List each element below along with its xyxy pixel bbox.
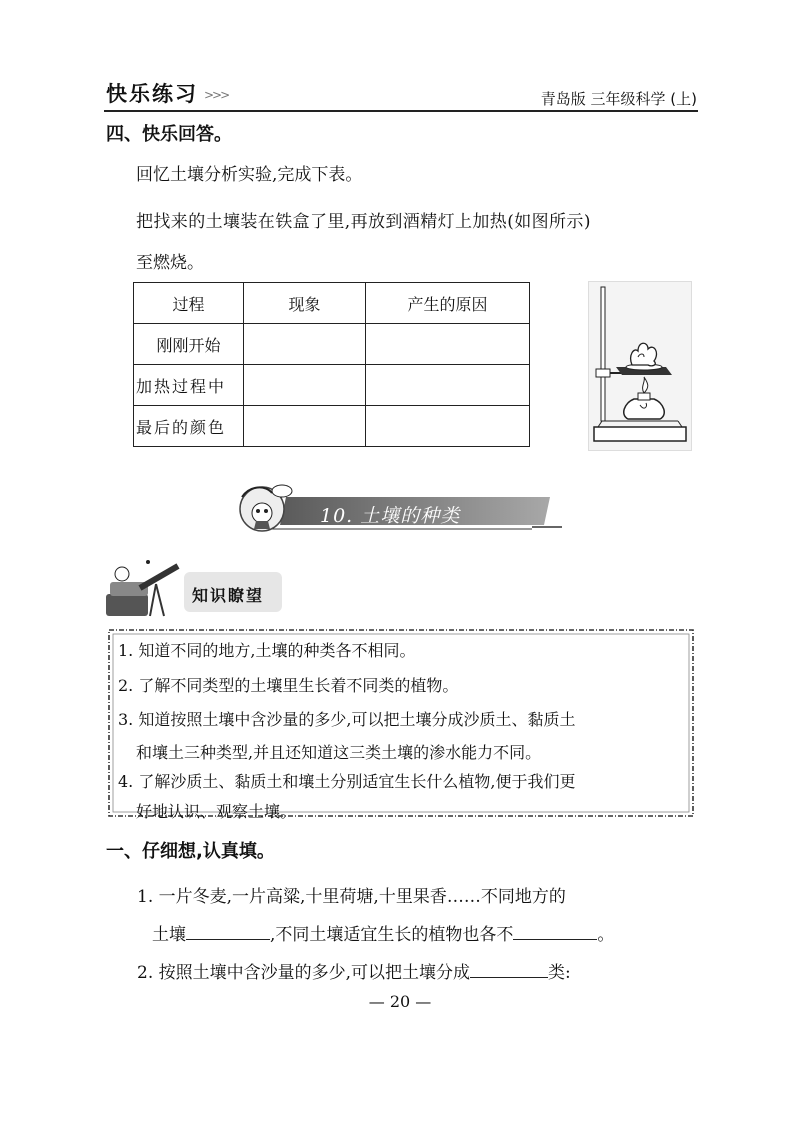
section1-heading: 一、仔细想,认真填。 (106, 841, 275, 862)
table-cell-answer[interactable] (244, 324, 366, 365)
table-header-cell: 产生的原因 (366, 283, 530, 324)
question-1-line2 (152, 920, 614, 945)
alcohol-lamp-illustration (588, 281, 692, 451)
question-1-text: ,不同土壤适宜生长的植物也各不 (270, 925, 514, 945)
page-number: — 20 — (368, 992, 432, 1011)
table-row (134, 324, 530, 365)
table-row (134, 365, 530, 406)
answer-blank[interactable] (470, 960, 548, 978)
question-1-line1: 1. 一片冬麦,一片高粱,十里荷塘,十里果香……不同地方的 (137, 887, 566, 907)
section4-instruction-line1: 把找来的土壤装在铁盒了里,再放到酒精灯上加热(如图所示) (136, 212, 591, 232)
answer-blank[interactable] (513, 922, 597, 940)
table-cell-answer[interactable] (366, 365, 530, 406)
table-cell-answer[interactable] (244, 365, 366, 406)
answer-blank[interactable] (186, 922, 270, 940)
section4-heading: 四、快乐回答。 (106, 124, 232, 145)
question-1-text: 土壤 (152, 925, 186, 945)
knowledge-item-continued: 和壤土三种类型,并且还知道这三类土壤的渗水能力不同。 (136, 743, 542, 762)
table-header-cell: 现象 (244, 283, 366, 324)
question-2-text: 2. 按照土壤中含沙量的多少,可以把土壤分成 (137, 963, 471, 983)
table-cell-process: 最后的颜色 (134, 406, 244, 447)
knowledge-item: 1. 知道不同的地方,土壤的种类各不相同。 (118, 641, 416, 660)
knowledge-title: 知识瞭望 (192, 586, 265, 605)
table-cell-answer[interactable] (366, 324, 530, 365)
header-arrows-icon: >>> (204, 88, 229, 102)
table-cell-process: 刚刚开始 (134, 324, 244, 365)
question-2-text: 类: (548, 963, 571, 983)
table-header-cell: 过程 (134, 283, 244, 324)
table-row (134, 406, 530, 447)
table-cell-answer[interactable] (366, 406, 530, 447)
knowledge-item: 2. 了解不同类型的土壤里生长着不同类的植物。 (118, 676, 459, 695)
question-1-text: 。 (597, 925, 615, 945)
knowledge-item: 4. 了解沙质土、黏质土和壤土分别适宜生长什么植物,便于我们更 (118, 772, 576, 791)
question-2 (137, 958, 571, 983)
header-divider (104, 110, 698, 112)
experiment-table (133, 282, 530, 447)
knowledge-item-continued: 好地认识、观察土壤。 (136, 802, 297, 821)
section4-instruction-line2: 至燃烧。 (136, 253, 204, 273)
table-cell-answer[interactable] (244, 406, 366, 447)
lesson-title: 10. 土壤的种类 (320, 505, 461, 527)
header-title: 快乐练习 (106, 82, 198, 106)
table-header-row (134, 283, 530, 324)
header-edition: 青岛版 三年级科学 (上) (540, 90, 697, 108)
table-cell-process: 加热过程中 (134, 365, 244, 406)
section4-intro: 回忆土壤分析实验,完成下表。 (136, 165, 363, 185)
knowledge-item: 3. 知道按照土壤中含沙量的多少,可以把土壤分成沙质土、黏质土 (118, 710, 576, 729)
